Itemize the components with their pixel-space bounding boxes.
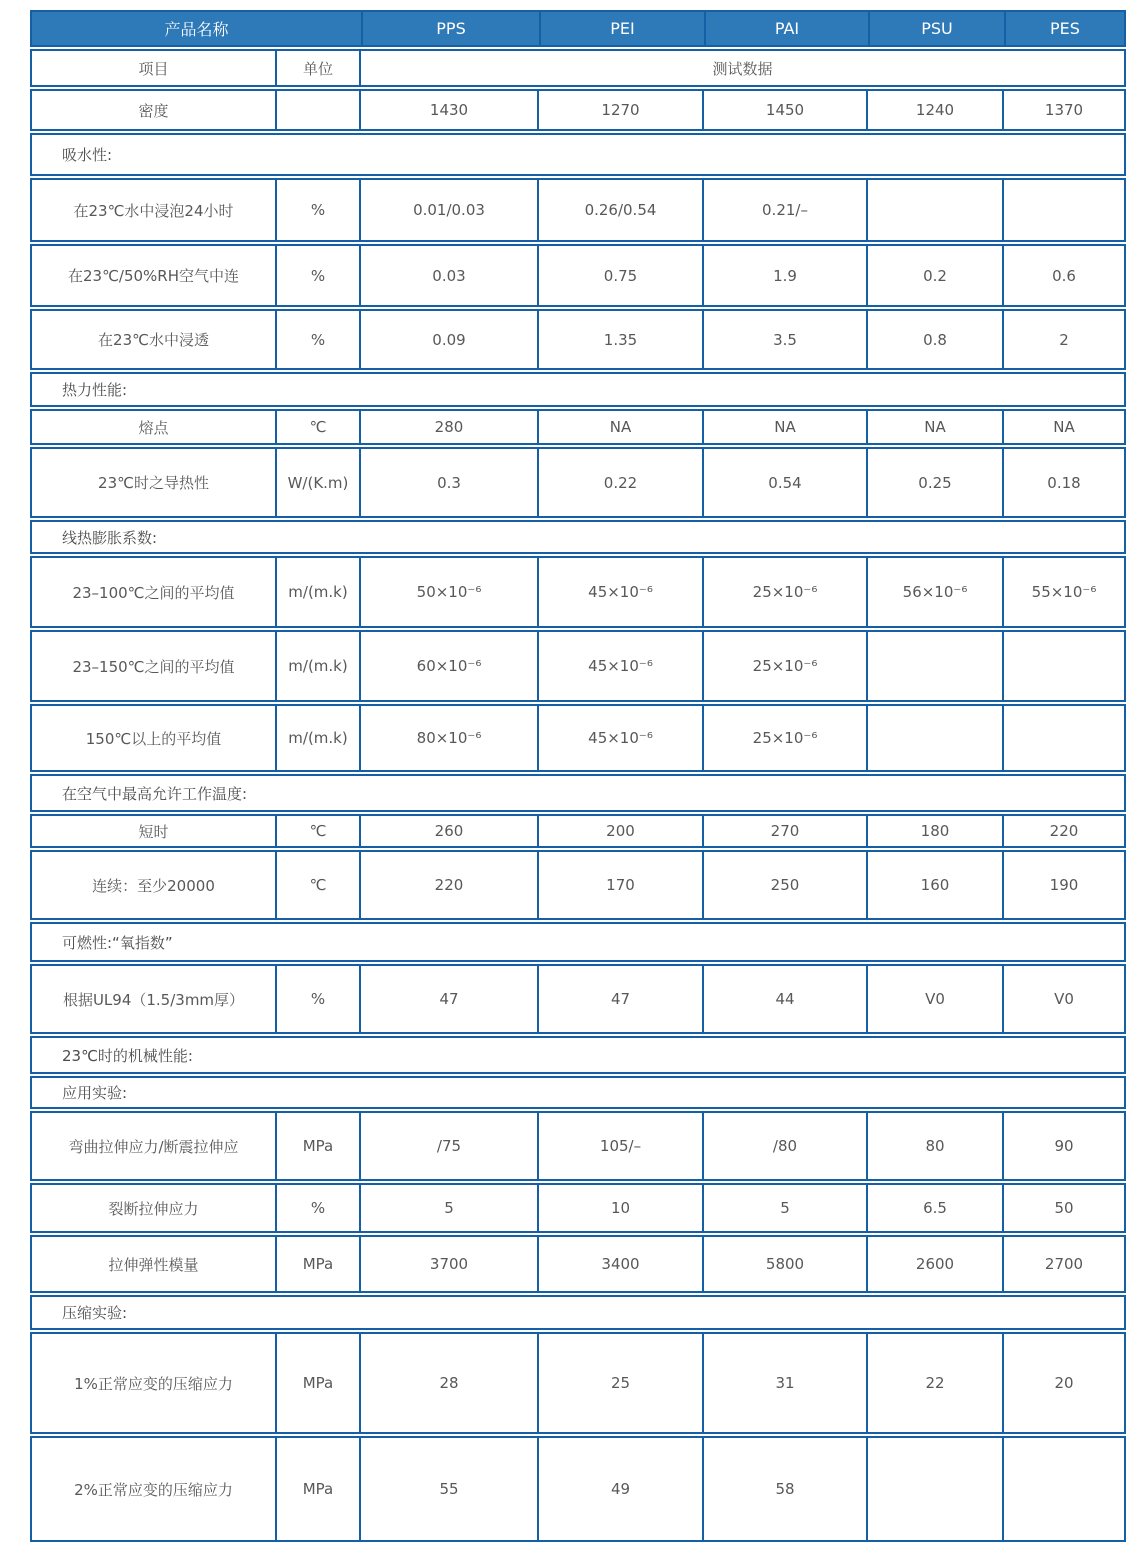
cell-value: 25×10⁻⁶: [702, 706, 866, 770]
cell-value: 45×10⁻⁶: [537, 558, 702, 626]
cell-value: 0.54: [702, 449, 866, 516]
cell-value: 220: [1002, 816, 1124, 846]
section-label: 压缩实验:: [62, 1304, 128, 1322]
cell-value: [866, 1438, 1002, 1540]
cell-value: 0.8: [866, 311, 1002, 368]
cell-value: NA: [702, 411, 866, 443]
section-label: 在空气中最高允许工作温度:: [62, 784, 248, 803]
row-label: 密度: [138, 101, 169, 120]
cell-value: 0.2: [866, 246, 1002, 305]
row-unit: ℃: [275, 411, 359, 443]
cell-value: [866, 632, 1002, 700]
row-label: 裂断拉伸应力: [108, 1199, 199, 1218]
cell-value: 47: [537, 966, 702, 1032]
cell-value: 80×10⁻⁶: [359, 706, 537, 770]
table-header-row: [30, 10, 1126, 47]
cell-value: 50: [1002, 1185, 1124, 1231]
cell-value: 260: [359, 816, 537, 846]
row-label: 在23℃水中浸泡24小时: [73, 201, 234, 220]
section-label: 23℃时的机械性能:: [62, 1046, 193, 1065]
data-row-compression-2pct: [30, 1436, 1126, 1542]
row-label: 弯曲拉伸应力/断震拉伸应: [68, 1137, 239, 1156]
header-product-name: 产品名称: [32, 12, 361, 45]
section-row-max-temp: [30, 774, 1126, 812]
row-unit: MPa: [275, 1237, 359, 1291]
row-unit: %: [275, 1185, 359, 1231]
section-label: 热力性能:: [62, 381, 128, 399]
cell-value: 10: [537, 1185, 702, 1231]
row-label: 熔点: [138, 418, 169, 437]
section-row-application: [30, 1076, 1126, 1109]
row-unit: [275, 91, 359, 129]
cell-value: 60×10⁻⁶: [359, 632, 537, 700]
row-label: 150℃以上的平均值: [85, 729, 222, 748]
cell-value: 180: [866, 816, 1002, 846]
cell-value: 25×10⁻⁶: [702, 632, 866, 700]
cell-value: NA: [866, 411, 1002, 443]
cell-value: 5800: [702, 1237, 866, 1291]
section-label: 应用实验:: [62, 1084, 128, 1102]
cell-value: V0: [866, 966, 1002, 1032]
cell-value: 270: [702, 816, 866, 846]
cell-value: 2700: [1002, 1237, 1124, 1291]
cell-value: 5: [359, 1185, 537, 1231]
row-label: 1%正常应变的压缩应力: [74, 1374, 233, 1393]
row-unit: %: [275, 311, 359, 368]
table-subheader-row: [30, 49, 1126, 87]
cell-value: 3400: [537, 1237, 702, 1291]
cell-value: 20: [1002, 1334, 1124, 1432]
section-row-compression: [30, 1295, 1126, 1330]
cell-value: /80: [702, 1113, 866, 1179]
row-unit: m/(m.k): [275, 632, 359, 700]
data-row-continuous: [30, 850, 1126, 920]
cell-value: [1002, 1438, 1124, 1540]
data-row-tensile-modulus: [30, 1235, 1126, 1293]
cell-value: 0.75: [537, 246, 702, 305]
cell-value: 0.25: [866, 449, 1002, 516]
section-label: 可燃性:“氧指数”: [62, 933, 173, 952]
cell-value: 25×10⁻⁶: [702, 558, 866, 626]
header-col-pai: PAI: [704, 12, 868, 45]
data-row-air-50rh: [30, 244, 1126, 307]
cell-value: 0.18: [1002, 449, 1124, 516]
cell-value: 190: [1002, 852, 1124, 918]
cell-value: 0.6: [1002, 246, 1124, 305]
cell-value: 49: [537, 1438, 702, 1540]
cell-value: V0: [1002, 966, 1124, 1032]
row-label: 23–100℃之间的平均值: [72, 583, 235, 602]
row-label: 连续：至少20000: [92, 876, 215, 895]
data-row-density: [30, 89, 1126, 131]
cell-value: 0.01/0.03: [359, 180, 537, 240]
cell-value: 44: [702, 966, 866, 1032]
cell-value: 55×10⁻⁶: [1002, 558, 1124, 626]
cell-value: 0.09: [359, 311, 537, 368]
data-row-expansion-23-100: [30, 556, 1126, 628]
cell-value: 3700: [359, 1237, 537, 1291]
data-row-thermal-conductivity: [30, 447, 1126, 518]
cell-value: 2600: [866, 1237, 1002, 1291]
data-row-compression-1pct: [30, 1332, 1126, 1434]
cell-value: 2: [1002, 311, 1124, 368]
cell-value: 0.21/–: [702, 180, 866, 240]
cell-value: 58: [702, 1438, 866, 1540]
row-unit: W/(K.m): [275, 449, 359, 516]
row-unit: ℃: [275, 816, 359, 846]
section-label: 吸水性:: [62, 146, 113, 164]
cell-value: /75: [359, 1113, 537, 1179]
cell-value: [1002, 632, 1124, 700]
cell-value: 50×10⁻⁶: [359, 558, 537, 626]
cell-value: 220: [359, 852, 537, 918]
data-row-ul94: [30, 964, 1126, 1034]
row-unit: %: [275, 966, 359, 1032]
cell-value: 3.5: [702, 311, 866, 368]
cell-value: 1.35: [537, 311, 702, 368]
section-row-flammability: [30, 922, 1126, 962]
data-row-expansion-above-150: [30, 704, 1126, 772]
cell-value: 0.26/0.54: [537, 180, 702, 240]
cell-value: 5: [702, 1185, 866, 1231]
subheader-unit: 单位: [275, 51, 359, 85]
cell-value: 0.3: [359, 449, 537, 516]
cell-value: 0.22: [537, 449, 702, 516]
row-label: 根据UL94（1.5/3mm厚）: [62, 990, 245, 1009]
product-spec-table: [30, 10, 1126, 1542]
row-label: 短时: [138, 822, 169, 841]
row-unit: MPa: [275, 1113, 359, 1179]
cell-value: 31: [702, 1334, 866, 1432]
cell-value: 1240: [866, 91, 1002, 129]
cell-value: 1270: [537, 91, 702, 129]
data-row-bending-tensile: [30, 1111, 1126, 1181]
row-unit: MPa: [275, 1334, 359, 1432]
section-row-absorption: [30, 133, 1126, 176]
header-col-pps: PPS: [361, 12, 539, 45]
cell-value: 1450: [702, 91, 866, 129]
row-label: 23℃时之导热性: [98, 474, 209, 492]
cell-value: NA: [1002, 411, 1124, 443]
cell-value: [1002, 706, 1124, 770]
cell-value: 90: [1002, 1113, 1124, 1179]
cell-value: [866, 706, 1002, 770]
cell-value: 45×10⁻⁶: [537, 632, 702, 700]
cell-value: 25: [537, 1334, 702, 1432]
cell-value: 28: [359, 1334, 537, 1432]
cell-value: 1.9: [702, 246, 866, 305]
row-unit: %: [275, 180, 359, 240]
row-unit: MPa: [275, 1438, 359, 1540]
data-row-break-tensile: [30, 1183, 1126, 1233]
data-row-short-term: [30, 814, 1126, 848]
cell-value: 47: [359, 966, 537, 1032]
row-unit: %: [275, 246, 359, 305]
cell-value: 80: [866, 1113, 1002, 1179]
row-label: 在23℃/50%RH空气中连: [67, 267, 240, 285]
cell-value: 56×10⁻⁶: [866, 558, 1002, 626]
cell-value: 250: [702, 852, 866, 918]
row-unit: m/(m.k): [275, 706, 359, 770]
cell-value: [866, 180, 1002, 240]
section-label: 线热膨胀系数:: [62, 528, 158, 547]
cell-value: 0.03: [359, 246, 537, 305]
subheader-item: 项目: [138, 59, 169, 78]
row-label: 拉伸弹性模量: [108, 1255, 199, 1274]
cell-value: 6.5: [866, 1185, 1002, 1231]
row-label: 2%正常应变的压缩应力: [74, 1480, 233, 1499]
header-col-pei: PEI: [539, 12, 704, 45]
data-row-soak-24h: [30, 178, 1126, 242]
row-label: 在23℃水中浸透: [98, 331, 209, 349]
cell-value: 105/–: [537, 1113, 702, 1179]
section-row-thermal: [30, 372, 1126, 407]
cell-value: [1002, 180, 1124, 240]
page: [0, 10, 1148, 1542]
row-unit: m/(m.k): [275, 558, 359, 626]
cell-value: 45×10⁻⁶: [537, 706, 702, 770]
header-col-psu: PSU: [868, 12, 1004, 45]
data-row-water-immersion: [30, 309, 1126, 370]
row-label: 23–150℃之间的平均值: [72, 657, 235, 676]
data-row-melting-point: [30, 409, 1126, 445]
cell-value: NA: [537, 411, 702, 443]
header-col-pes: PES: [1004, 12, 1124, 45]
subheader-data: 测试数据: [359, 51, 1124, 85]
section-row-expansion: [30, 520, 1126, 554]
cell-value: 200: [537, 816, 702, 846]
row-unit: ℃: [275, 852, 359, 918]
cell-value: 1370: [1002, 91, 1124, 129]
cell-value: 170: [537, 852, 702, 918]
cell-value: 1430: [359, 91, 537, 129]
cell-value: 280: [359, 411, 537, 443]
section-row-mechanical: [30, 1036, 1126, 1074]
cell-value: 55: [359, 1438, 537, 1540]
cell-value: 22: [866, 1334, 1002, 1432]
data-row-expansion-23-150: [30, 630, 1126, 702]
cell-value: 160: [866, 852, 1002, 918]
